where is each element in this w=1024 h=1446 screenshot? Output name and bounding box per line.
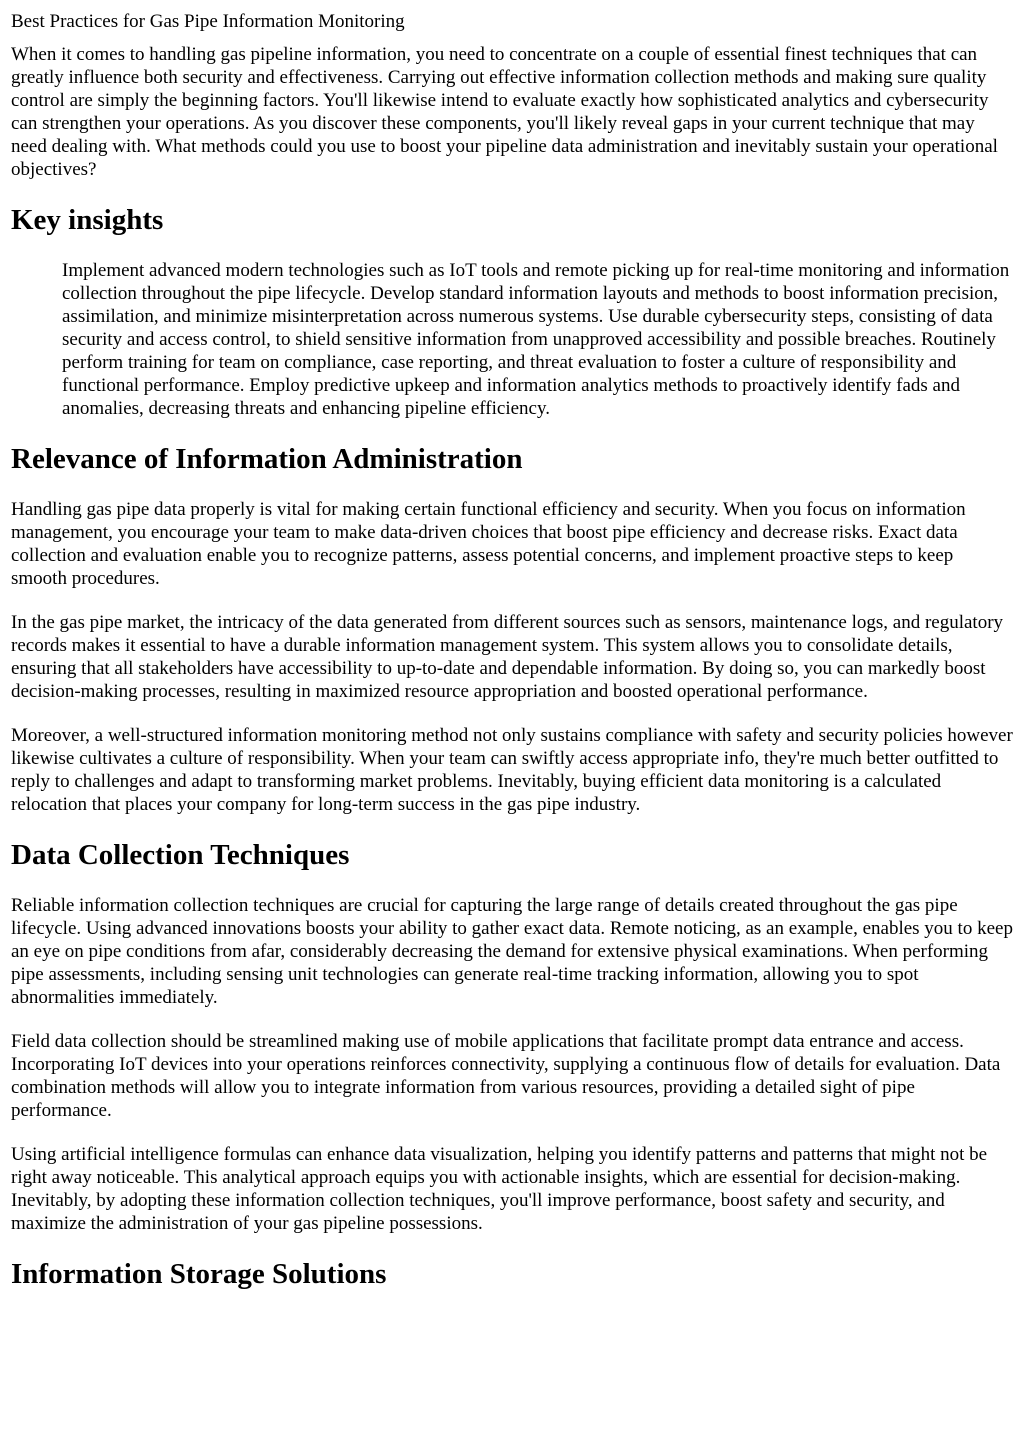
paragraph: In the gas pipe market, the intricacy of the data generated from different sources such as sensors, maintenance logs, and regulatory records makes it essential to have a durable information management system. This system allows you to consolidate details, ensuring that all stakeholders have accessibility to up-to-date and dependable information. By doing so, you can markedly boost decision-making processes, resulting in maximized resource appropriation and boosted operational performance.: [11, 612, 1004, 702]
heading-relevance-of-information-administration: Relevance of Information Administration: [11, 443, 523, 475]
paragraph: Field data collection should be streamlined making use of mobile applications that facilitate prompt data entrance and access. Incorporating IoT devices into your operations reinforces connectivity, supplying a continuous flow of details for evaluation. Data combination methods will allow you to integrate information from various resources, providing a detailed sight of pipe performance.: [11, 1031, 1001, 1121]
heading-key-insights: Key insights: [11, 204, 164, 236]
heading-data-collection-techniques: Data Collection Techniques: [11, 839, 350, 871]
paragraph: Moreover, a well-structured information monitoring method not only sustains compliance with safety and security policies however likewise cultivates a culture of responsibility. When your team can swiftly access appropriate info, they're much better outfitted to reply to challenges and adapt to transforming market problems. Inevitably, buying efficient data monitoring is a calculated relocation that places your company for long-term success in the gas pipe industry.: [11, 725, 1013, 815]
key-insights-quote: Implement advanced modern technologies such as IoT tools and remote picking up for real-time monitoring and information collection throughout the pipe lifecycle. Develop standard information layouts and methods to boost information precision, assimilation, and minimize misinterpretation across numerous systems. Use durable cybersecurity steps, consisting of data security and access control, to shield sensitive information from unapproved accessibility and possible breaches. Routinely perform training for team on compliance, case reporting, and threat evaluation to foster a culture of responsibility and functional performance. Employ predictive upkeep and information analytics methods to proactively identify fads and anomalies, decreasing threats and enhancing pipeline efficiency.: [62, 260, 1010, 419]
paragraph: Handling gas pipe data properly is vital for making certain functional efficiency and security. When you focus on information management, you encourage your team to make data-driven choices that boost pipe efficiency and decrease risks. Exact data collection and evaluation enable you to recognize patterns, assess potential concerns, and implement proactive steps to keep smooth procedures.: [11, 499, 966, 589]
intro-paragraph: When it comes to handling gas pipeline information, you need to concentrate on a couple of essential finest techniques that can greatly influence both security and effectiveness. Carrying out effective information collection methods and making sure quality control are simply the beginning factors. You'll likewise intend to evaluate exactly how sophisticated analytics and cybersecurity can strengthen your operations. As you discover these components, you'll likely reveal gaps in your current technique that may need dealing with. What methods could you use to boost your pipeline data administration and inevitably sustain your operational objectives?: [11, 44, 998, 180]
paragraph: Reliable information collection techniques are crucial for capturing the large range of details created throughout the gas pipe lifecycle. Using advanced innovations boosts your ability to gather exact data. Remote noticing, as an example, enables you to keep an eye on pipe conditions from afar, considerably decreasing the demand for extensive physical examinations. When performing pipe assessments, including sensing unit technologies can generate real-time tracking information, allowing you to spot abnormalities immediately.: [11, 895, 1013, 1008]
page-title: Best Practices for Gas Pipe Information Monitoring: [11, 11, 405, 32]
paragraph: Using artificial intelligence formulas can enhance data visualization, helping you identify patterns and patterns that might not be right away noticeable. This analytical approach equips you with actionable insights, which are essential for decision-making. Inevitably, by adopting these information collection techniques, you'll improve performance, boost safety and security, and maximize the administration of your gas pipeline possessions.: [11, 1144, 988, 1234]
heading-information-storage-solutions: Information Storage Solutions: [11, 1258, 387, 1290]
